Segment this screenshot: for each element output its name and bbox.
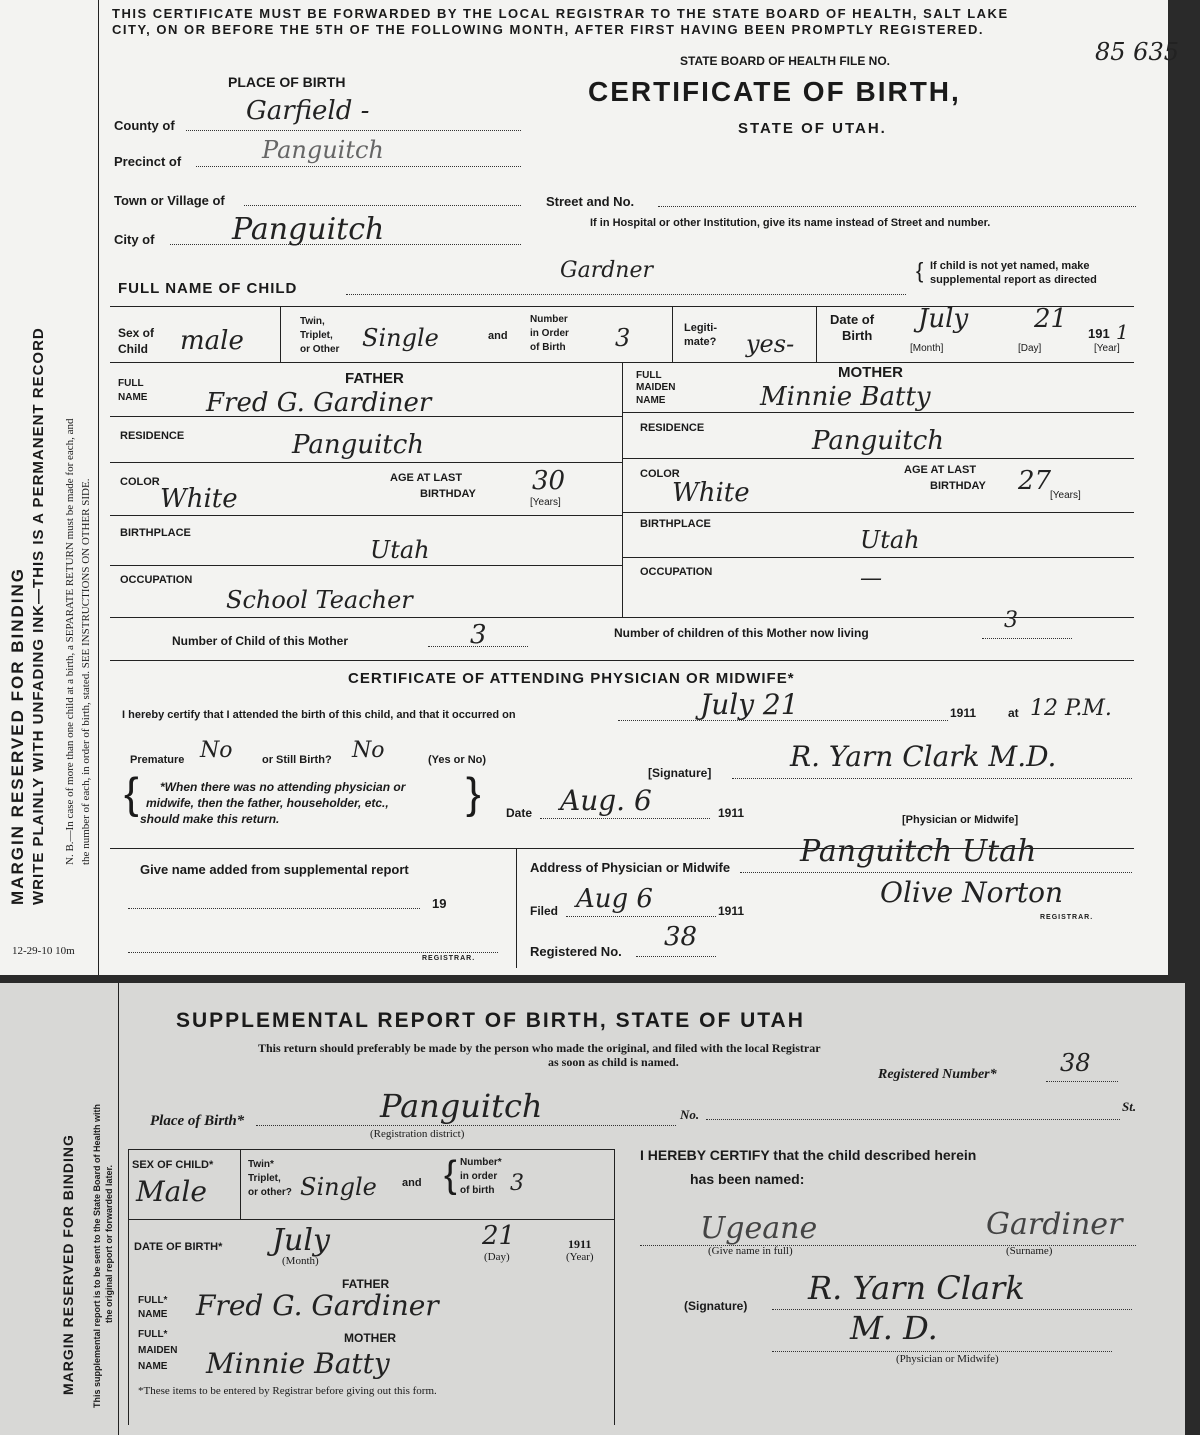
father-color: White (160, 484, 238, 514)
twin-label-2: Triplet, (300, 330, 333, 341)
supp-dob-year: 1911 (568, 1237, 592, 1251)
sex-value: male (180, 326, 244, 356)
date-label: Date (506, 806, 533, 820)
mother-years-caption: [Years] (1050, 490, 1081, 501)
supp-father-heading: FATHER (342, 1277, 390, 1291)
physician-signature: R. Yarn Clark M.D. (790, 740, 1057, 773)
supp-father-full-label: FULL* (138, 1295, 168, 1306)
place-of-birth-heading: PLACE OF BIRTH (228, 74, 346, 90)
mother-maiden-label: MAIDEN (636, 382, 676, 393)
address-label: Address of Physician or Midwife (530, 860, 731, 875)
note-line1: *When there was no attending physician or (160, 780, 406, 794)
precinct-label: Precinct of (114, 154, 182, 169)
supp-twin-label-2: Triplet, (248, 1173, 281, 1184)
num-living-value: 3 (1004, 608, 1018, 633)
father-color-label: COLOR (120, 476, 160, 488)
year-caption: [Year] (1094, 343, 1120, 354)
twin-label: Twin, (300, 316, 325, 327)
mother-occupation-label: OCCUPATION (640, 566, 713, 578)
legit-label-2: mate? (684, 336, 717, 348)
mother-name: Minnie Batty (760, 382, 931, 412)
mother-color: White (672, 478, 750, 508)
file-no-label: STATE BOARD OF HEALTH FILE NO. (680, 54, 890, 68)
supp-mother-full-label: FULL* (138, 1329, 168, 1340)
full-name-value: Gardner (560, 258, 653, 283)
margin-rule (98, 0, 99, 975)
twin-label-3: or Other (300, 344, 340, 355)
still-birth-value: No (352, 738, 385, 763)
order-label-3: of Birth (530, 342, 566, 353)
legit-value: yes- (746, 330, 795, 358)
mother-color-label: COLOR (640, 468, 680, 480)
margin-binding-text: MARGIN RESERVED FOR BINDING (8, 567, 27, 905)
dob-year: 191 (1088, 326, 1110, 341)
supp-signature-label: (Signature) (684, 1299, 748, 1313)
supp-signature: R. Yarn Clark (808, 1269, 1025, 1307)
give-name-label: Give name added from supplemental report (140, 862, 409, 877)
supp-twin-label-3: or other? (248, 1187, 292, 1198)
supp-sub1: This return should preferably be made by the person who made the original, and filed with the local Registrar (258, 1041, 821, 1055)
registrar-label: REGISTRAR. (1040, 914, 1094, 921)
mother-name-label: NAME (636, 395, 666, 406)
certify-text: I hereby certify that I attended the birth of this child, and that it occurred on (122, 709, 516, 721)
supp-dob-month: July (272, 1223, 330, 1258)
num-child-value: 3 (470, 620, 487, 650)
supp-num-value: 3 (510, 1171, 524, 1196)
supp-mother-maiden-label: MAIDEN (138, 1345, 178, 1356)
city-label: City of (114, 232, 155, 247)
num-child-label: Number of Child of this Mother (172, 634, 348, 648)
and-label: and (488, 330, 508, 342)
supp-signature-md: M. D. (850, 1309, 938, 1347)
city-value: Panguitch (232, 212, 385, 247)
filed-label: Filed (530, 904, 559, 918)
supp-physician-caption: (Physician or Midwife) (896, 1353, 999, 1365)
registrar-small-label: REGISTRAR. (422, 955, 476, 962)
yes-no-label: (Yes or No) (428, 754, 487, 766)
supp-dob-day: 21 (482, 1221, 516, 1251)
supp-day-caption: (Day) (484, 1251, 510, 1263)
registered-no-value: 38 (664, 922, 698, 952)
supp-num-label-2: in order (460, 1171, 498, 1182)
hospital-note: If in Hospital or other Institution, give its name instead of Street and number. (590, 217, 991, 229)
father-residence: Panguitch (292, 430, 425, 460)
dob-day: 21 (1034, 304, 1068, 334)
supp-dob-label: DATE OF BIRTH* (134, 1241, 223, 1253)
dob-label-2: Birth (842, 328, 873, 343)
father-age: 30 (532, 466, 566, 496)
margin-note-line1: N. B.—In case of more than one child at a birth, a SEPARATE RETURN must be made for each, and (64, 418, 76, 865)
mother-occupation: — (860, 566, 882, 591)
town-label: Town or Village of (114, 193, 225, 208)
registrar-signature: Olive Norton (880, 876, 1064, 909)
supp-given-caption: (Give name in full) (708, 1245, 793, 1257)
address-value: Panguitch Utah (800, 834, 1037, 869)
supp-father-name: Fred G. Gardiner (196, 1289, 439, 1322)
supp-title: SUPPLEMENTAL REPORT OF BIRTH, STATE OF UTAH (176, 1009, 805, 1032)
mother-age: 27 (1018, 466, 1052, 496)
mother-full-label: FULL (636, 370, 662, 381)
filed-year: 1911 (718, 904, 745, 918)
supp-st-label: St. (1122, 1099, 1137, 1114)
note-line3: should make this return. (140, 812, 280, 826)
supp-place-value: Panguitch (380, 1087, 543, 1125)
supp-twin-label: Twin* (248, 1159, 274, 1170)
precinct-value: Panguitch (262, 136, 384, 164)
supp-margin-note2: the original report or forwarded later. (104, 1164, 114, 1323)
occurred-year: 1911 (950, 706, 977, 720)
margin-permanent-text: WRITE PLAINLY WITH UNFADING INK—THIS IS A PERMANENT RECORD (30, 327, 47, 905)
mother-birthplace: Utah (860, 526, 920, 554)
supp-given-name: Ugeane (700, 1211, 818, 1246)
not-named-note2: supplemental report as directed (930, 274, 1097, 286)
physician-heading: CERTIFICATE OF ATTENDING PHYSICIAN OR MIDWIFE* (348, 670, 795, 687)
sex-label: Sex of (118, 326, 155, 340)
occurred-time: 12 P.M. (1030, 696, 1112, 721)
father-name-label: NAME (118, 392, 148, 403)
order-value: 3 (615, 324, 631, 352)
supp-reg-number-value: 38 (1060, 1049, 1091, 1077)
father-age-label-2: BIRTHDAY (420, 488, 476, 500)
supp-mother-name: Minnie Batty (206, 1347, 390, 1380)
supp-margin-note1: This supplemental report is to be sent to the State Board of Health with (92, 1103, 102, 1408)
twin-value: Single (362, 324, 439, 352)
physician-or-midwife-caption: [Physician or Midwife] (902, 814, 1019, 826)
signature-label: [Signature] (648, 766, 712, 780)
day-caption: [Day] (1018, 343, 1042, 354)
supp-margin-binding: MARGIN RESERVED FOR BINDING (60, 1134, 76, 1395)
supp-surname-caption: (Surname) (1006, 1245, 1053, 1257)
header-line2: CITY, ON OR BEFORE THE 5TH OF THE FOLLOWING MONTH, AFTER FIRST HAVING BEEN PROMPTLY REGISTERED. (112, 22, 984, 37)
supp-sub2: as soon as child is named. (548, 1055, 679, 1069)
at-label: at (1008, 706, 1019, 720)
date-year: 1911 (718, 806, 745, 820)
order-label-2: in Order (530, 328, 569, 339)
supp-reg-district: (Registration district) (370, 1128, 465, 1140)
supp-items-note: *These items to be entered by Registrar before giving out this form. (138, 1385, 437, 1397)
date-value: Aug. 6 (560, 784, 652, 817)
father-years-caption: [Years] (530, 497, 561, 508)
mother-age-label: AGE AT LAST (904, 464, 977, 476)
supp-reg-number-label: Registered Number* (878, 1067, 997, 1082)
supp-num-label: Number* (460, 1157, 502, 1168)
mother-residence: Panguitch (812, 426, 945, 456)
registered-no-label: Registered No. (530, 944, 622, 959)
occurred-date: July 21 (700, 688, 799, 721)
dob-month: July (918, 304, 969, 334)
supp-certify-line1: I HEREBY CERTIFY that the child described herein (640, 1147, 977, 1163)
num-living-label: Number of children of this Mother now living (614, 626, 869, 640)
street-label: Street and No. (546, 194, 635, 209)
dob-year-hw: 1 (1116, 320, 1129, 344)
father-occupation: School Teacher (226, 586, 413, 614)
header-line1: THIS CERTIFICATE MUST BE FORWARDED BY THE LOCAL REGISTRAR TO THE STATE BOARD OF HEALTH, SALT LAKE (112, 6, 1009, 21)
margin-note-line2: the number of each, in order of birth, stated. SEE INSTRUCTIONS ON OTHER SIDE. (80, 478, 92, 865)
mother-age-label-2: BIRTHDAY (930, 480, 986, 492)
supp-sex-value: Male (136, 1175, 207, 1208)
supplemental-report: MARGIN RESERVED FOR BINDING This supplemental report is to be sent to the State Board of Health with the original report or forwarded later. SUPPLEMENTAL REPORT OF BIRTH, STATE OF UTAH This return should preferably be made by the person who made the original, and filed with the local Registrar as soon as child is named. Registered Number* 38 Place of Birth* Panguitch (Registration district) No. St. SEX OF CHILD* Male Twin* Triplet, or other? Single and { Number* in order of birth 3 DATE OF BIRTH* July 21 1911 (Month) (Day) (Year) FATHER FULL* NAME Fred G. Gardiner MOTHER FULL* MAIDEN NAME Minnie Batty *These items to be entered by Registrar before giving out this form. I HEREBY CERTIFY that the child described herein has been named: Ugeane Gardiner (Give name in full) (Surname) (Signature) R. Yarn Clark M. D. (Physician or Midwife) (0, 983, 1185, 1435)
mother-birthplace-label: BIRTHPLACE (640, 518, 711, 530)
county-label: County of (114, 118, 175, 133)
supp-month-caption: (Month) (282, 1255, 319, 1267)
supp-year-caption: (Year) (566, 1251, 594, 1263)
supp-mother-heading: MOTHER (344, 1331, 396, 1345)
supp-certify-line2: has been named: (690, 1171, 805, 1187)
supp-place-label: Place of Birth* (150, 1113, 245, 1129)
supp-sex-label: SEX OF CHILD* (132, 1159, 214, 1171)
father-heading: FATHER (345, 370, 404, 387)
supp-twin-value: Single (300, 1173, 377, 1201)
dob-label: Date of (830, 312, 875, 327)
father-full-label: FULL (118, 378, 144, 389)
order-label: Number (530, 314, 568, 325)
father-birthplace: Utah (370, 536, 430, 564)
note-line2: midwife, then the father, householder, etc., (146, 796, 389, 810)
father-age-label: AGE AT LAST (390, 472, 463, 484)
premature-label: Premature (130, 754, 185, 766)
filed-value: Aug 6 (576, 884, 653, 914)
father-birthplace-label: BIRTHPLACE (120, 527, 191, 539)
supp-mother-name-label: NAME (138, 1361, 168, 1372)
supp-num-label-3: of birth (460, 1185, 495, 1196)
father-residence-label: RESIDENCE (120, 430, 185, 442)
birth-certificate: MARGIN RESERVED FOR BINDING WRITE PLAINLY WITH UNFADING INK—THIS IS A PERMANENT RECORD N. B.—In case of more than one child at a birth, a SEPARATE RETURN must be made for each, and the number of each, in order of birth, stated. SEE INSTRUCTIONS ON OTHER SIDE. 12-29-10 10m THIS CERTIFICATE MUST BE FORWARDED BY THE LOCAL REGISTRAR TO THE STATE BOARD OF HEALTH, SALT LAKE CITY, ON OR BEFORE THE 5TH OF THE FOLLOWING MONTH, AFTER FIRST HAVING BEEN PROMPTLY REGISTERED. STATE BOARD OF HEALTH FILE NO. 85 635 CERTIFICATE OF BIRTH, STATE OF UTAH. PLACE OF BIRTH County of Garfield - Precinct of Panguitch Town or Village of City of Panguitch Street and No. If in Hospital or other Institution, give its name instead of Street and number. FULL NAME OF CHILD Gardner { If child is not yet named, make supplemental report as directed Sex of Child male Twin, Triplet, or Other Single and Number in Order of Birth 3 Legiti- mate? yes- Date of Birth July 21 191 1 [Month] [Day] [Year] FATHER FULL NAME Fred G. Gardiner RESIDENCE Panguitch COLOR White AGE AT LAST BIRTHDAY 30 [Years] BIRTHPLACE Utah OCCUPATION School Teacher MOTHER FULL MAIDEN NAME Minnie Batty RESIDENCE Panguitch COLOR White AGE AT LAST BIRTHDAY 27 [Years] BIRTHPLACE Utah OCCUPATION — Number of Child of this Mother 3 Number of children of this Mother now living 3 CERTIFICATE OF ATTENDING PHYSICIAN OR MIDWIFE* I hereby certify that I attended the birth of this child, and that it occurred on July 21 1911 at 12 P.M. Premature No or Still Birth? No (Yes or No) [Signature] R. Yarn Clark M.D. { *When there was no attending physician or midwife, then the father, householder, etc., should make this return. } Date Aug. 6 1911 [Physician or Midwife] Give name added from supplemental report 19 REGISTRAR. Address of Physician or Midwife Panguitch Utah Filed Aug 6 1911 Olive Norton REGISTRAR. Registered No. 38 (0, 0, 1168, 975)
supp-father-name-label: NAME (138, 1309, 168, 1320)
not-named-note1: If child is not yet named, make (930, 260, 1090, 272)
mother-residence-label: RESIDENCE (640, 422, 705, 434)
month-caption: [Month] (910, 343, 944, 354)
father-occupation-label: OCCUPATION (120, 574, 193, 586)
supp-and-label: and (402, 1177, 422, 1189)
certificate-title: CERTIFICATE OF BIRTH, (588, 76, 961, 107)
premature-value: No (200, 738, 233, 763)
mother-heading: MOTHER (838, 364, 903, 381)
legit-label: Legiti- (684, 322, 717, 334)
supp-no-label: No. (680, 1107, 700, 1122)
father-name: Fred G. Gardiner (206, 388, 432, 418)
supp-surname: Gardiner (986, 1207, 1123, 1242)
full-name-label: FULL NAME OF CHILD (118, 280, 298, 297)
still-birth-label: or Still Birth? (262, 754, 332, 766)
form-code: 12-29-10 10m (12, 945, 75, 957)
year-19: 19 (432, 896, 447, 911)
file-no-value: 85 635 (1095, 38, 1179, 66)
sex-label-2: Child (118, 342, 148, 356)
county-value: Garfield - (246, 96, 370, 126)
certificate-subtitle: STATE OF UTAH. (738, 120, 887, 137)
